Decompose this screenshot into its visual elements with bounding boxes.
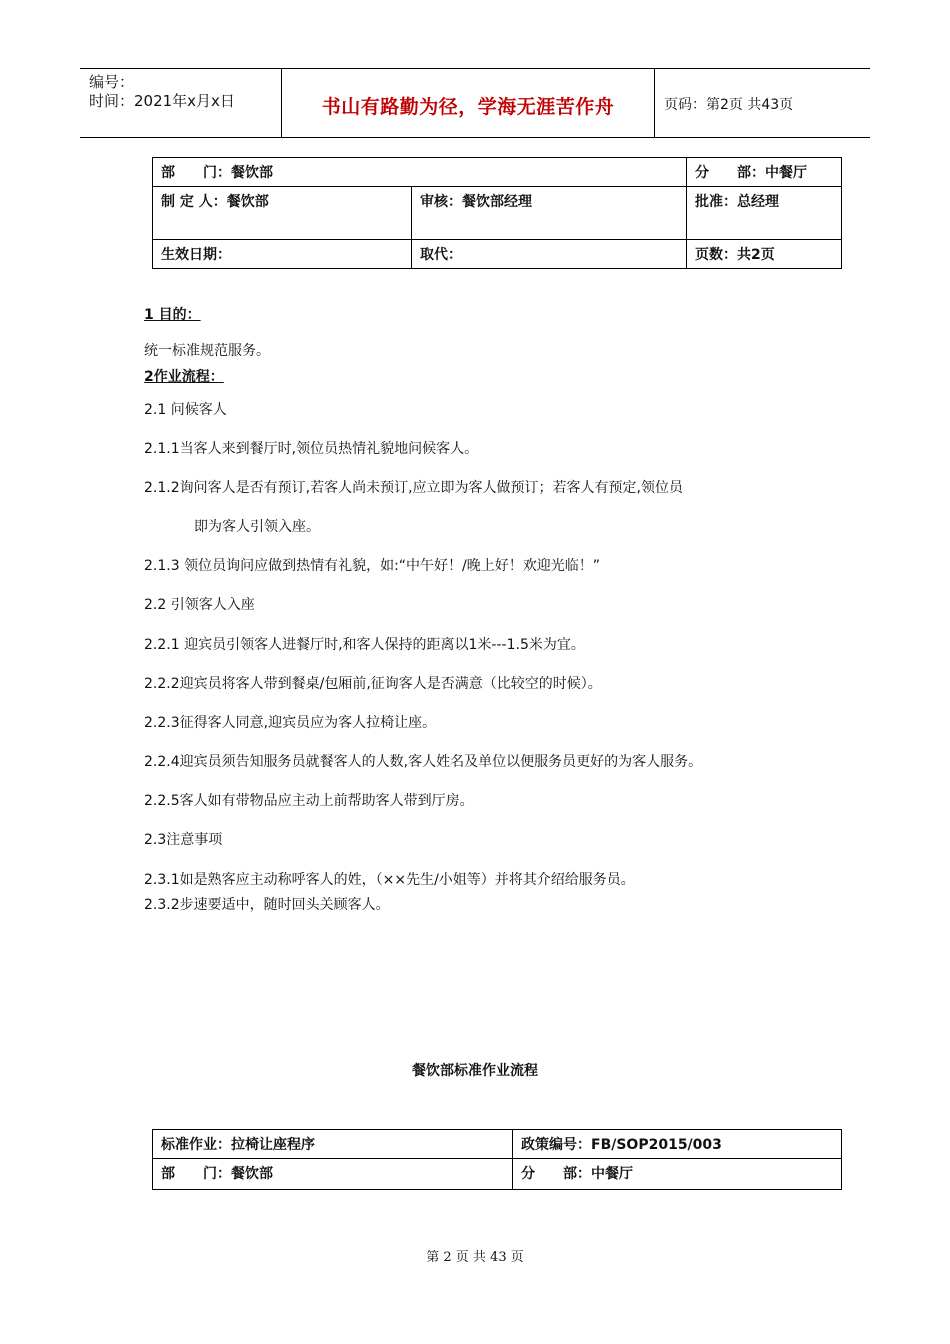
para-2-1: 2.1 问候客人 [144, 402, 227, 418]
number-label: 编号： [89, 73, 135, 91]
para-2-3: 2.3注意事项 [144, 832, 223, 848]
effective-date-cell: 生效日期： [153, 240, 412, 269]
department-cell-2: 部 门：餐饮部 [153, 1159, 513, 1190]
section1-text: 统一标准规范服务。 [144, 343, 270, 359]
header-motto: 书山有路勤为径，学海无涯苦作舟 [281, 69, 655, 137]
para-2-3-1: 2.3.1如是熟客应主动称呼客人的姓，（××先生/小姐等）并将其介绍给服务员。 [144, 872, 635, 888]
replaces-cell: 取代： [412, 240, 687, 269]
author-cell: 制 定 人：餐饮部 [153, 187, 412, 240]
approver-cell: 批准：总经理 [687, 187, 842, 240]
header-page-info: 页码：第2页 共43页 [664, 97, 794, 113]
sop-info-table [152, 157, 842, 269]
policy-number-cell: 政策编号：FB/SOP2015/003 [513, 1130, 842, 1159]
pages-cell: 页数：共2页 [687, 240, 842, 269]
section2-heading: 2作业流程： [144, 369, 224, 385]
branch-cell-2: 分 部：中餐厅 [513, 1159, 842, 1190]
next-sop-info-table [152, 1129, 842, 1190]
para-2-2-1: 2.2.1 迎宾员引领客人进餐厅时,和客人保持的距离以1米---1.5米为宜。 [144, 637, 585, 653]
section1-heading: 1 目的： [144, 307, 201, 323]
para-2-2-3: 2.2.3征得客人同意,迎宾员应为客人拉椅让座。 [144, 715, 437, 731]
para-2-2: 2.2 引领客人入座 [144, 597, 255, 613]
department-cell: 部 门：餐饮部 [153, 158, 687, 187]
reviewer-cell: 审核：餐饮部经理 [412, 187, 687, 240]
page-footer: 第 2 页 共 43 页 [426, 1250, 524, 1265]
para-2-1-2-cont: 即为客人引领入座。 [194, 519, 320, 535]
para-2-2-5: 2.2.5客人如有带物品应主动上前帮助客人带到厅房。 [144, 793, 474, 809]
time-label: 时间：2021年x月x日 [89, 92, 235, 110]
para-2-2-2: 2.2.2迎宾员将客人带到餐桌/包厢前,征询客人是否满意（比较空的时候）。 [144, 676, 602, 692]
para-2-1-3: 2.1.3 领位员询问应做到热情有礼貌，如:“中午好！/晚上好！欢迎光临！” [144, 558, 601, 574]
next-section-title: 餐饮部标准作业流程 [412, 1063, 538, 1079]
para-2-2-4: 2.2.4迎宾员须告知服务员就餐客人的人数,客人姓名及单位以便服务员更好的为客人服务。 [144, 754, 703, 770]
para-2-1-2: 2.1.2询问客人是否有预订,若客人尚未预订,应立即为客人做预订；若客人有预定,领位员 [144, 480, 683, 496]
para-2-3-2: 2.3.2步速要适中，随时回头关顾客人。 [144, 897, 390, 913]
page-header [80, 68, 870, 138]
standard-cell: 标准作业：拉椅让座程序 [153, 1130, 513, 1159]
branch-cell: 分 部：中餐厅 [687, 158, 842, 187]
header-meta [80, 69, 281, 137]
para-2-1-1: 2.1.1当客人来到餐厅时,领位员热情礼貌地问候客人。 [144, 441, 479, 457]
